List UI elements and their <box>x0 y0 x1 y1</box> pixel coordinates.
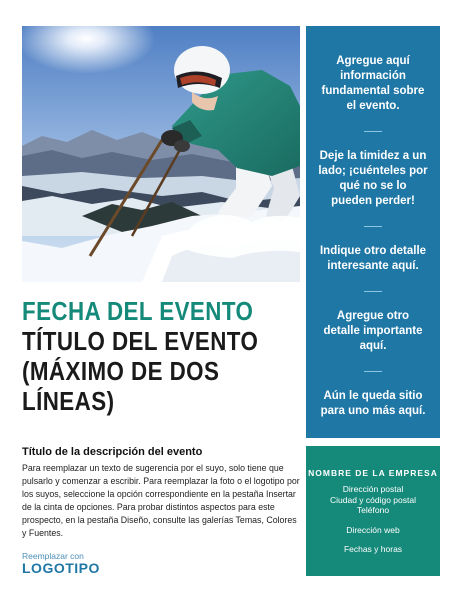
highlight-text[interactable]: Deje la timidez a un lado; ¡cuénteles por qué no se lo pueden perder! <box>318 150 428 207</box>
event-highlights-panel <box>306 26 440 438</box>
skier-photo-illustration <box>22 26 300 282</box>
event-date[interactable]: FECHA DEL EVENTO <box>22 296 254 326</box>
description-title[interactable]: Título de la descripción del evento <box>22 446 203 458</box>
highlight-divider <box>364 226 382 227</box>
event-title-line[interactable]: (MÁXIMO DE DOS <box>22 356 220 386</box>
company-phone[interactable]: Teléfono <box>356 505 390 515</box>
event-title-line[interactable]: LÍNEAS) <box>22 386 115 416</box>
company-city[interactable]: Ciudad y código postal <box>329 494 416 505</box>
highlight-divider <box>364 291 382 292</box>
logo-text: LOGOTIPO <box>22 560 100 576</box>
highlight-text[interactable]: Agregue aquí información fundamental sobre el evento. <box>321 55 425 112</box>
logo-caption: Reemplazar con <box>22 551 84 561</box>
company-dates[interactable]: Fechas y horas <box>343 544 403 554</box>
event-title-line[interactable]: TÍTULO DEL EVENTO <box>22 326 259 356</box>
description-body[interactable]: Para reemplazar un texto de sugerencia por el suyo, solo tiene que pulsarlo y comenzar a escribir. Para reemplazar la foto o el logotipo por los suyos, seleccione la opción correspondiente en la pestaña Insertar de la cinta de opciones. Para probar distintos aspectos para este prospecto, en la pestaña Diseño, consulte las galerías Temas, Colores y Fuentes. <box>22 463 300 538</box>
highlight-divider <box>364 131 382 132</box>
skier-photo <box>22 26 300 282</box>
logo-placeholder[interactable] <box>22 551 100 576</box>
event-headline <box>22 296 302 416</box>
highlight-text[interactable]: Indique otro detalle interesante aquí. <box>319 245 427 272</box>
company-name[interactable]: NOMBRE DE LA EMPRESA <box>308 468 438 478</box>
company-address[interactable]: Dirección postal <box>342 484 404 494</box>
highlight-text[interactable]: Aún le queda sitio para uno más aquí. <box>320 390 426 417</box>
company-info-panel <box>306 446 440 576</box>
company-web[interactable]: Dirección web <box>346 524 400 535</box>
highlight-divider <box>364 371 382 372</box>
highlight-text[interactable]: Agregue otro detalle importante aquí. <box>323 310 423 352</box>
